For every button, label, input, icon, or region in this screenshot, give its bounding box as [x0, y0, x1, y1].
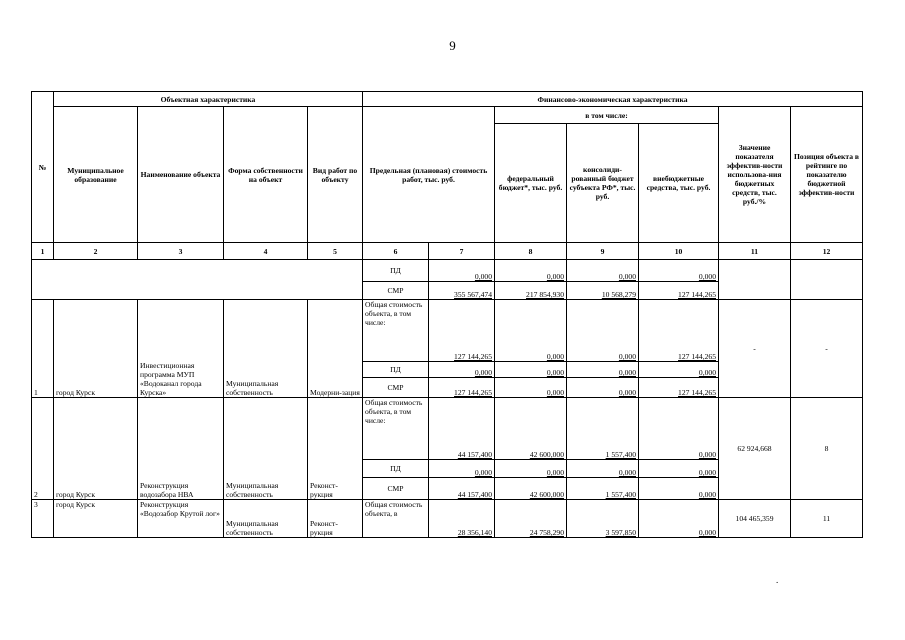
row-pd-consolidated: 0,000 [567, 460, 639, 478]
row-object-name: Реконструкция «Водозабор Крутой лог» [138, 500, 224, 538]
row-pd-cost: 0,000 [429, 460, 495, 478]
summary-pd-total: 0,000 [429, 260, 495, 282]
row-total-cost: 44 157,400 [429, 398, 495, 460]
row-total-cost: 28 356,140 [429, 500, 495, 538]
row-pd-extrabudget: 0,000 [639, 460, 719, 478]
row-ownership: Муниципальная собственность [224, 398, 308, 500]
row-total-consolidated: 1 557,400 [567, 398, 639, 460]
col-number: 5 [308, 243, 363, 260]
summary-smr-consolidated: 10 568,279 [567, 282, 639, 300]
row-pd-label: ПД [363, 362, 429, 378]
row-work-type: Модерни-зация [308, 300, 363, 398]
col-number: 6 [363, 243, 429, 260]
row-indicator: - [719, 300, 791, 398]
page-number: 9 [449, 38, 456, 53]
row-smr-extrabudget: 0,000 [639, 478, 719, 500]
row-number: 1 [32, 300, 54, 398]
col-number: 9 [567, 243, 639, 260]
row-smr-consolidated: 0,000 [567, 378, 639, 398]
header-ownership: Форма собственности на объект [224, 107, 308, 243]
row-total-consolidated: 0,000 [567, 300, 639, 362]
row-work-type: Реконст-рукция [308, 500, 363, 538]
summary-smr-extrabudget: 127 144,265 [639, 282, 719, 300]
row-smr-federal: 0,000 [495, 378, 567, 398]
row-smr-cost: 44 157,400 [429, 478, 495, 500]
row-total-federal: 0,000 [495, 300, 567, 362]
row-indicator: 104 465,359 [719, 500, 791, 538]
header-indicator: Значение показателя эффектив-ности использова-ния бюджетных средств, тыс. руб./% [719, 107, 791, 243]
scan-artifact-dot: . [776, 575, 779, 585]
row-total-label: Общая стоимость объекта, в том числе: [363, 398, 429, 460]
header-object-group: Объектная характеристика [54, 92, 363, 107]
summary-pd-extrabudget: 0,000 [639, 260, 719, 282]
row-municipality: город Курск [54, 300, 138, 398]
row-total-consolidated: 3 597,850 [567, 500, 639, 538]
col-number: 12 [791, 243, 863, 260]
row-number: 3 [32, 500, 54, 538]
row-rating: 11 [791, 500, 863, 538]
summary-pd-federal: 0,000 [495, 260, 567, 282]
header-extrabudget: внебюджетные средства, тыс. руб. [639, 124, 719, 243]
summary-pd-consolidated: 0,000 [567, 260, 639, 282]
header-finance-group: Финансово-экономическая характеристика [363, 92, 863, 107]
summary-blank [32, 260, 363, 300]
row-total-label: Общая стоимость объекта, в [363, 500, 429, 538]
row-total-extrabudget: 0,000 [639, 398, 719, 460]
row-smr-label: СМР [363, 378, 429, 398]
col-number: 10 [639, 243, 719, 260]
row-pd-consolidated: 0,000 [567, 362, 639, 378]
row-smr-label: СМР [363, 478, 429, 500]
row-total-extrabudget: 0,000 [639, 500, 719, 538]
row-smr-cost: 127 144,265 [429, 378, 495, 398]
row-municipality: город Курск [54, 500, 138, 538]
header-rating: Позиция объекта в рейтинге по показателю бюджетной эффектив-ности [791, 107, 863, 243]
header-object-name: Наименование объекта [138, 107, 224, 243]
col-number: 3 [138, 243, 224, 260]
summary-indicator [719, 260, 791, 300]
row-work-type: Реконст-рукция [308, 398, 363, 500]
row-rating: - [791, 300, 863, 398]
row-ownership: Муниципальная собственность [224, 500, 308, 538]
header-including: в том числе: [495, 107, 719, 124]
summary-smr-label: СМР [363, 282, 429, 300]
row-pd-label: ПД [363, 460, 429, 478]
header-no: № [32, 92, 54, 243]
row-total-federal: 42 600,000 [495, 398, 567, 460]
row-total-federal: 24 758,290 [495, 500, 567, 538]
row-indicator: 62 924,668 [719, 398, 791, 500]
row-total-extrabudget: 127 144,265 [639, 300, 719, 362]
row-total-label: Общая стоимость объекта, в том числе: [363, 300, 429, 362]
summary-smr-federal: 217 854,930 [495, 282, 567, 300]
summary-rating [791, 260, 863, 300]
row-smr-consolidated: 1 557,400 [567, 478, 639, 500]
col-number: 2 [54, 243, 138, 260]
summary-pd-label: ПД [363, 260, 429, 282]
summary-smr-total: 355 567,474 [429, 282, 495, 300]
col-number: 11 [719, 243, 791, 260]
row-pd-cost: 0,000 [429, 362, 495, 378]
row-pd-federal: 0,000 [495, 460, 567, 478]
row-municipality: город Курск [54, 398, 138, 500]
row-object-name: Реконструкция водозабора НВА [138, 398, 224, 500]
row-object-name: Инвестиционная программа МУП «Водоканал города Курска» [138, 300, 224, 398]
header-municipality: Муниципальное образование [54, 107, 138, 243]
row-ownership: Муниципальная собственность [224, 300, 308, 398]
row-smr-extrabudget: 127 144,265 [639, 378, 719, 398]
header-work-type: Вид работ по объекту [308, 107, 363, 243]
row-smr-federal: 42 600,000 [495, 478, 567, 500]
col-number: 7 [429, 243, 495, 260]
col-number: 8 [495, 243, 567, 260]
header-consolidated: консолиди-рованный бюджет субъекта РФ*, тыс. руб. [567, 124, 639, 243]
col-number: 4 [224, 243, 308, 260]
row-pd-extrabudget: 0,000 [639, 362, 719, 378]
row-rating: 8 [791, 398, 863, 500]
row-pd-federal: 0,000 [495, 362, 567, 378]
row-number: 2 [32, 398, 54, 500]
row-total-cost: 127 144,265 [429, 300, 495, 362]
program-table [31, 91, 863, 538]
header-cost-limit: Предельная (плановая) стоимость работ, тыс. руб. [363, 107, 495, 243]
header-federal: федеральный бюджет*, тыс. руб. [495, 124, 567, 243]
col-number: 1 [32, 243, 54, 260]
